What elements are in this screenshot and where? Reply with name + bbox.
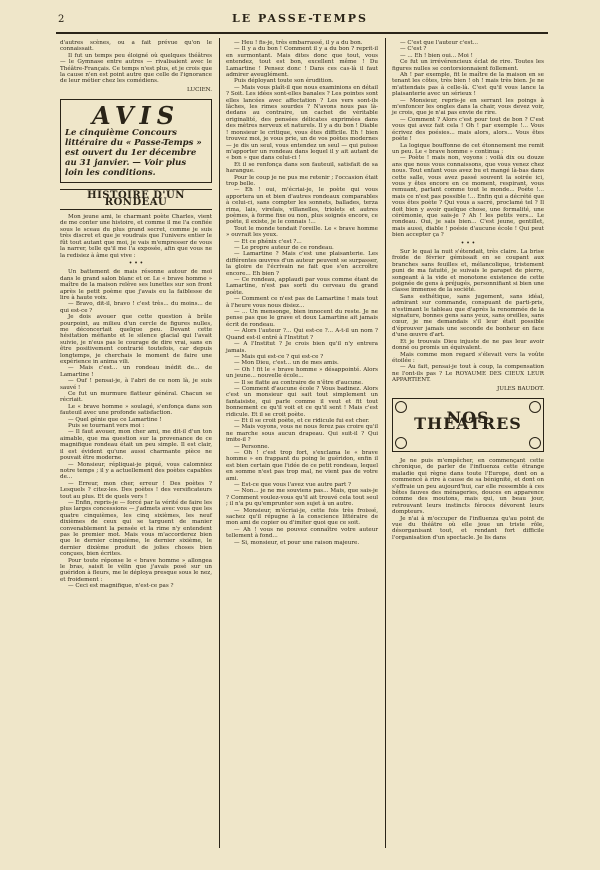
story-paragraph: Sans esthétique, sans jugement, sans idéal, admirant sur commande, conspuant de parti-pris, n'estimant le tableau que d'après la renommée de la signature, bonnes gens sans yeux, sans oreilles, sans cœur, je me demandais s'il leur était possible d'éprouver jamais une seconde de bonheur en face d'une œuvre d'art. [392, 293, 544, 339]
story-paragraph: — Monsieur, répliquai-je piqué, vous calomniez notre temps ; il y a actuellement des poètes capables de... [60, 461, 212, 481]
story-paragraph: — Alors l'auteur ?... Qui est-ce ?... A-t-il un nom ? Quand est-il entré à l'Institut ? [226, 328, 378, 341]
story-paragraph: — Personne. [234, 443, 270, 450]
story-paragraph: Pour toute réponse le « brave homme » allongea le bras, saisit le vélin que j'avais posé sur un guéridon à fleurs, me le déploya presque sous le nez, et froidement : [60, 557, 212, 583]
story-paragraph: La logique bouffonne de cet étonnement me remit un peu. Le « brave homme » continua : [392, 142, 544, 155]
story-paragraph: — Ah ! vous ne pouvez connaître votre auteur tellement à fond... [226, 526, 378, 540]
theatres-title: NOS THÉATRES [414, 407, 522, 434]
story-paragraph: Et il se renfonça dans son fauteuil, satisfait de sa harangue. [226, 161, 378, 175]
story-paragraph: — Il y a du bon ! Comment il y a du bon ? reprit-il en surmontant. Mais dites donc que tout, vous entendez, tout est bon, excellent même ! Du Lamartine ! Pensez donc ! Dans ces cas-là il faut admirer aveuglément. [226, 46, 378, 79]
story-paragraph: — Il se flatte au contraire de n'être d'aucune. [234, 379, 363, 386]
story-paragraph: Tout le monde tendait l'oreille. Le « brave homme » ouvrait les yeux. [226, 225, 378, 239]
story-paragraph: — Lamartine ? Mais c'est une plaisanterie. Les différentes œuvres d'un auteur peuvent se surpasser, la gloire de l'écrivain ne fait que s'en accroître encore... Eh bien ? [226, 251, 378, 277]
story-paragraph: — Le propre auteur de ce rondeau. [234, 245, 334, 251]
theatres-paragraph: Je n'ai à m'occuper de l'influenza qu'au point de vue du théâtre où elle joue un triste rôle, désorganisant tout, et rendant fort difficile l'organisation d'un spectacle. Je lis dans [392, 515, 544, 541]
newspaper-title: LE PASSE-TEMPS [232, 12, 368, 25]
column-2 [226, 40, 378, 546]
story-paragraph: Ce fut un murmure flatteur général. Chacun se récriait. [60, 391, 212, 404]
story-paragraph: — Comment ? Alors c'est pour tout de bon ? C'est vous qui avez fait cela ! Oh ! par exemple !... Vous écrivez des poésies... mais alors, alors... Vous êtes poète ! [392, 116, 544, 143]
story-paragraph: — Ce rondeau, applaudi par vous comme étant de Lamartine, n'est pas sorti du cerveau du grand poète. [226, 277, 378, 296]
column-divider-1 [219, 38, 220, 848]
story-paragraph: — Monsieur, m'écriai-je, cette fois très froissé, sachez qu'il répugne à la conscience littéraire de mon ami de copier ou d'imiter quoi que ce soit. [226, 507, 378, 527]
story-paragraph: — Mais c'est... un rondeau inédit de... de Lamartine ! [60, 365, 212, 378]
story-paragraph: Mais comme mon regard s'élevait vers la voûte étoilée : [392, 351, 544, 364]
story-paragraph: — ... Eh ! bien oui... Moi ! [400, 52, 473, 59]
story-paragraph: — Ouf ! pensai-je, à l'abri de ce nom là, je suis sauvé ! [60, 378, 212, 391]
story-signature: JULES BAUDOT. [497, 385, 544, 392]
separator: • • • [460, 239, 476, 247]
ornament-icon [529, 437, 541, 449]
story-paragraph: — C'est que l'auteur c'est... [400, 40, 478, 46]
ornament-icon [529, 401, 541, 413]
story-paragraph: — Mais voyons, vous ne nous ferez pas croire qu'il ne marche sous aucun drapeau. Qui suit-il ? Qui imite-il ? [226, 424, 378, 444]
story-paragraph: — Enfin, repris-je — forcé par la vérité de faire les plus larges concessions — j'admets avec vous que les quatre cinquièmes, les cinq sixièmes, les neuf dixièmes de ceux qui se targuent de manier convenablement la pensée et la rime n'y entendent pas le premier mot. Mais vous m'accorderez bien que le dernier cinquième, le dernier sixième, le dernier dixième produit de jolies choses bien conçues, bien écrites. [60, 499, 212, 558]
story-paragraph: — ... Un mensonge, bien innocent du reste. Je ne pense pas que le grave et doux Lamartine ait jamais écrit de rondeau. [226, 309, 378, 328]
story-paragraph: — Comment d'aucune école ? Vous badinez. Alors c'est un monsieur qui sait tout simplement un fantaisiste, qui parle comme il veut et fit tout bonnement ce qu'il voit et ce qu'il sent ! Mais c'est ridicule. Et il se croit poète. [226, 385, 378, 418]
story-paragraph: Et je trouvais Dieu injuste de ne pas leur avoir donné ou promis un équivalent. [392, 338, 544, 352]
avis-text: Le cinquième Concours littéraire du « Passe-Temps » est ouvert du 1er décembre au 31 janvier. — Voir plus loin les conditions. [65, 128, 202, 179]
header-rule [56, 32, 548, 34]
story-paragraph: Ah ! par exemple, fit le maître de la maison en se tenant les côtes, très bien ! oh ! mais très bien. Je ne m'attendais pas à celle-là. C'est qu'il vous lance la plaisanterie avec un sérieux ! [392, 72, 544, 98]
story-paragraph: — Quel génie que ce Lamartine ! [68, 416, 162, 423]
intro-paragraph: Il fut un temps peu éloigné où quelques théâtres — le Gymnase entre autres — rivalisaient avec le Théâtre-Français. Ce temps n'est plus, et je crois que la cause n'en est point autre que celle de l'ignorance de leur métier chez les comédiens. [60, 52, 212, 85]
story-paragraph: Le « brave homme » soulagé, s'enfonça dans son fauteuil avec une profonde satisfaction. [60, 403, 212, 417]
page-number: 2 [58, 14, 65, 25]
story-paragraph: — Mon Dieu, c'est... un de mes amis. [234, 360, 339, 367]
story-paragraph: — Est-ce que vous l'avez vue autre part ? [234, 482, 352, 489]
story-paragraph: — Oh ! fit le « brave homme » désappointé. Alors un jeune... nouvelle école... [226, 366, 378, 380]
story-paragraph: Mon jeune ami, le charmant poète Charles, vient de me conter une histoire, et comme il me l'a confiée sous le sceau du plus grand secret, comme je suis très discret et que je voudrais que l'univers entier le fût tout autant que moi, je vais m'empresser de vous la narrer, telle qu'il me l'a exposée, afin que vous ne la redisiez à âme qui vive : [60, 214, 212, 259]
story-paragraph: — Au fait, pensai-je tout à coup, la compensation ne l'ont-ils pas ? Le ROYAUME DES CIEUX LEUR APPARTIENT. [392, 364, 544, 384]
column-3 [392, 40, 544, 541]
avis-box [60, 99, 212, 183]
story-paragraph: — Mais qui est-ce ? qui est-ce ? [234, 353, 324, 360]
story-paragraph: Pour le coup je ne pus me retenir ; l'occasion était trop belle. [226, 174, 378, 187]
story-paragraph: — Il faut avouer, mon cher ami, me dit-il d'un ton aimable, que ma question sur la provenance de ce magnifique rondeau était un peu simple. Il est clair, il est évident qu'une aussi charmante pièce ne pouvait être moderne. [60, 429, 212, 462]
story-paragraph: — Mais vous plaît-il que nous examinions en détail ? Soit. Les idées sont-elles banales ? Les pointes sont elles lancées avec affectation ? Les vers sont-ils lâches, les rimes sourdes ? N'avons nous pas là-dedans au contraire, un cachet de véritable originalité, des pensées délicates exprimées dans des mètres nerveux et naturels. Il y a du bon ! Diable ! monsieur le critique, vous êtes difficile. Eh ! bien trouvez moi, je vous prie, un de vos poètes modernes — je dis un seul, vous entendez un seul — qui puisse m'apporter un rondeau dans lequel il y ait autant de « bon » que dans celui-ci ! [226, 84, 378, 162]
theatres-header-box [392, 398, 544, 452]
intro-paragraph: d'autres scènes, ou a fait prévue qu'on le connaissait. [60, 40, 212, 53]
story-paragraph: Un battement de mais résonne autour de moi dans le grand salon blanc et or. Le « brave homme » maître de la maison relève ses lunettes sur son front après le petit poème que j'avais eu la faiblesse de lire à haute voix. [60, 269, 212, 301]
story-paragraph: — Heu ! fis-je, très embarrassé, il y a du bon. [234, 40, 363, 46]
story-paragraph: — Monsieur, repris-je en serrant les poings à m'enfoncer les ongles dans la chair, vous devez voir, je crois, que je n'ai pas envie de rire. [392, 97, 544, 117]
story-paragraph: — Erreur, mon cher, erreur ! Des poètes ? Lesquels ? citez-les. Des poètes ! des versificateurs tout au plus. Et de quels vers ! [60, 480, 212, 500]
column-1 [60, 40, 212, 590]
story-paragraph: Sur le quai la nuit s'étendait, très claire. La brise froide de février gémissait en se coupant aux branches sans feuilles et, mélancolique, tristement puni de ma fatuité, je suivais le parapet de pierre, songeant à la vide et monotone existence de cette poignée de gens à préjugés, personnifiant si bien une classe immense de la société. [392, 249, 544, 294]
story-paragraph: — Comment ce n'est pas de Lamartine ! mais tout à l'heure vous nous disiez... [226, 296, 378, 309]
separator: • • • [128, 259, 144, 267]
intro-signature: LUCIEN. [186, 86, 212, 93]
ornament-icon [395, 401, 407, 413]
story-paragraph: — A l'Institut ? Je crois bien qu'il n'y entrera jamais. [226, 341, 378, 354]
story-paragraph: — Poète ! mais non, voyons : voilà dix ou douze ans que nous vous connaissons, que vous venez chez nous. Tout enfant vous avez bu et mangé là-bas dans cette salle, vous avez passé souvent la soirée ici, vous y êtes encore en ce moment, respirant, vous remuant, parlant comme tout le monde... Poète !... mais ce n'est pas possible !... Enfin qui a décrété que vous êtes poète ? Qui vous a sacré, proclamé tel ? Il doit bien y avoir quelque chose, une formalité, une cérémonie, que sais-je ? Ah ! les petits vers... Le rondeau. Oui, je sais bien... C'est jeune, gentillet, mais aussi, diable ! poésie d'aucune école ! Qui peut bien accepter ça ? [392, 155, 544, 239]
story-paragraph: — Si, monsieur, et pour une raison majeure. [234, 539, 360, 546]
story-paragraph: Puis se tournant vers moi : [68, 423, 145, 430]
story-paragraph: — Eh ! oui, m'écriai-je, le poète qui vous apportera un et bien d'autres rondeaux comparables à celui-ci, sans compter les sonnets, ballades, terza rima, lais, virelais, villanelles, triolets et autres poèmes, à forme fixe ou non, plus soignés encore, ce poète, il existe, je le connais !... [226, 187, 378, 226]
column-divider-2 [385, 38, 386, 848]
story-paragraph: Puis déployant toute son érudition. [234, 78, 334, 85]
story-paragraph: — Ceci est magnifique, n'est-ce pas ? [68, 583, 174, 590]
ornament-icon [395, 437, 407, 449]
story-paragraph: Je dois avouer que cette question à brûle pourpoint, au milieu d'un cercle de figures nulles, me déconcertait quelque peu. Devant cette hésitation méfiante et le silence glacial qui l'avait suivie, je n'eus pas le courage de dire vrai, sans en être positivement contrarié toutefois, car depuis longtemps, je cherchais le moment de faire une expérience in anima vili. [60, 314, 212, 365]
story-paragraph: — Oh ! c'est trop fort, s'exclama le « brave homme » en frappant du poing le guéridon, enfin il est bien certain que l'idée de ce petit rondeau, lequel en somme n'est pas trop mal, ne vient pas de votre ami. [226, 450, 378, 482]
theatres-paragraph: Je ne puis m'empêcher, en commençant cette chronique, de parler de l'influenza cette étrange maladie qui règne dans toute l'Europe, dont on a commencé à rire à cause de sa bénignité, et dont on s'effraie un peu aujourd'hui, car elle ressemble à ces bêtes fauves des ménageries, douces en apparence comme des moutons, mais qui, un beau jour, retrouvant leurs instincts féroces dévorent leurs dompteurs. [392, 457, 544, 516]
story-paragraph: — Non... je ne me souviens pas... Mais, que sais-je ? Comment voulez-vous qu'il ait trouvé cela tout seul ; il n'a pu qu'emprunter son sujet à un autre. [226, 488, 378, 508]
story-title: HISTOIRE D'UN RONDEAU [60, 189, 212, 210]
story-paragraph: — C'est ? [400, 46, 427, 53]
story-paragraph: — Et il se croit poète, et ce ridicule fui est cher. [234, 417, 370, 424]
story-paragraph: Ce fut un irrévérencieux éclat de rire. Toutes les figures nulles se contorsionnaient follement. [392, 59, 544, 72]
story-paragraph: — Bravo, dit-il, bravo ! c'est très... du moins... de qui est-ce ? [60, 301, 212, 314]
avis-title: AVIS [91, 101, 181, 131]
story-paragraph: — Et ce phénix c'est ?... [234, 238, 302, 245]
